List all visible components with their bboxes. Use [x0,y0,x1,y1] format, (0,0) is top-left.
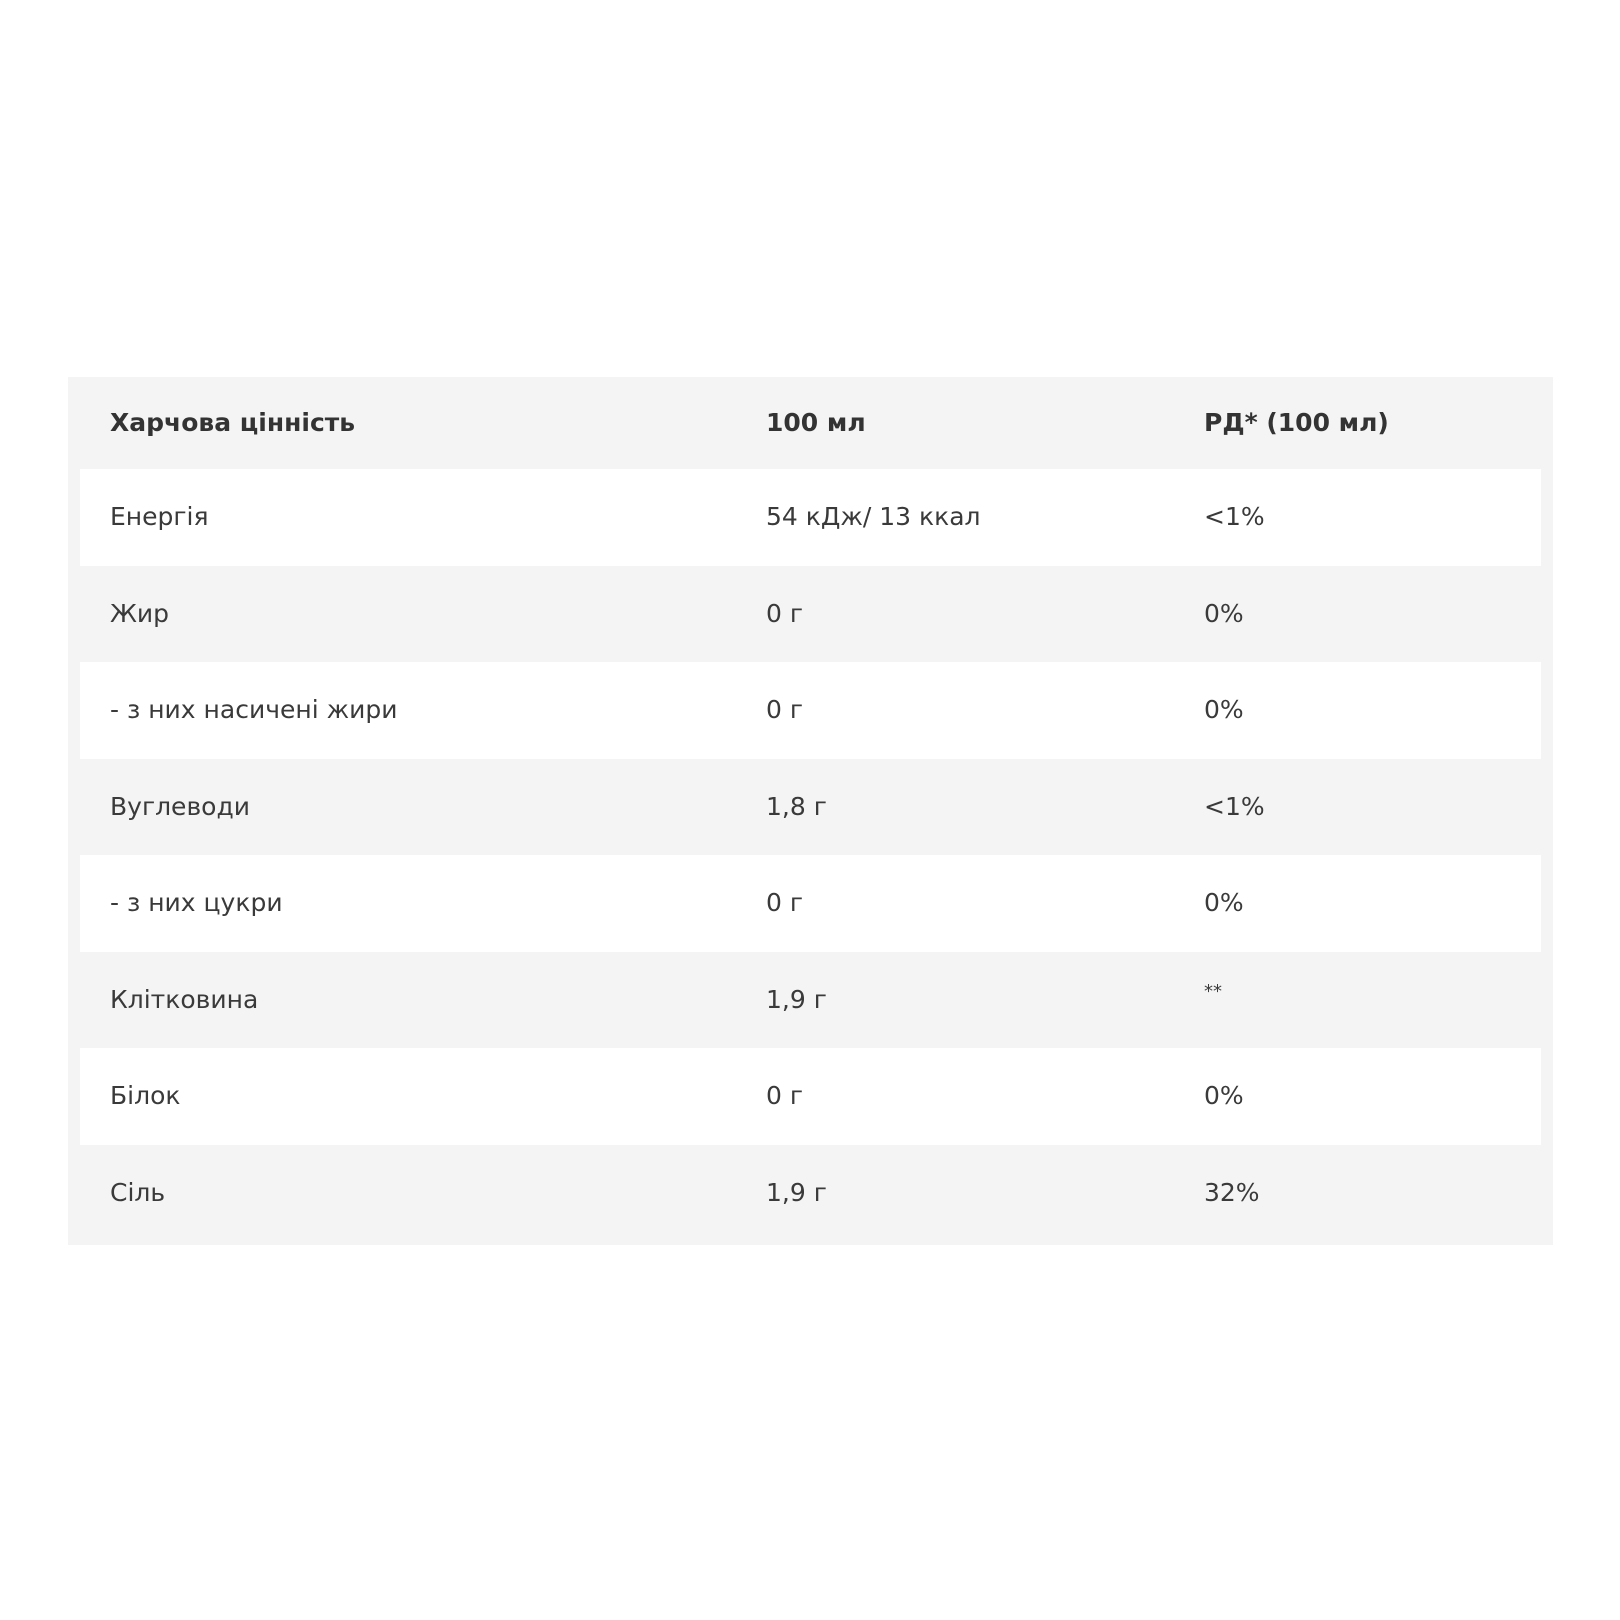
row-name: Енергія [110,502,209,532]
row-name: Жир [110,598,170,628]
row-amount: 0 г [766,598,803,628]
table-row-protein [80,1048,1541,1145]
row-amount: 1,9 г [766,984,827,1014]
row-name: Вуглеводи [110,791,251,821]
row-name: Білок [110,1081,181,1111]
row-rd: 32% [1204,1177,1260,1207]
table-row-energy [80,469,1541,566]
header-rd: РД* (100 мл) [1204,408,1389,437]
table-row-saturated-fat [80,662,1541,759]
row-amount: 1,9 г [766,1177,827,1207]
row-name: Клітковина [110,984,259,1014]
nutrition-table [68,377,1553,1245]
row-name: - з них насичені жири [110,695,398,725]
row-rd: 0% [1204,695,1244,725]
row-amount: 0 г [766,695,803,725]
header-per-100ml: 100 мл [766,408,866,437]
table-row-salt [80,1145,1541,1242]
row-rd: <1% [1204,502,1265,532]
row-rd: <1% [1204,791,1265,821]
row-amount: 54 кДж/ 13 ккал [766,502,981,532]
table-row-carbohydrates [80,759,1541,856]
row-amount: 0 г [766,888,803,918]
row-amount: 0 г [766,1081,803,1111]
table-header [80,377,1541,469]
row-rd: 0% [1204,888,1244,918]
row-name: - з них цукри [110,888,283,918]
row-rd: 0% [1204,598,1244,628]
row-name: Сіль [110,1177,166,1207]
row-rd: ** [1204,981,1222,1003]
table-row-fat [80,566,1541,663]
table-row-sugars [80,855,1541,952]
row-rd: 0% [1204,1081,1244,1111]
header-nutrition-value: Харчова цінність [110,408,356,437]
table-row-fiber [80,952,1541,1049]
row-amount: 1,8 г [766,791,827,821]
